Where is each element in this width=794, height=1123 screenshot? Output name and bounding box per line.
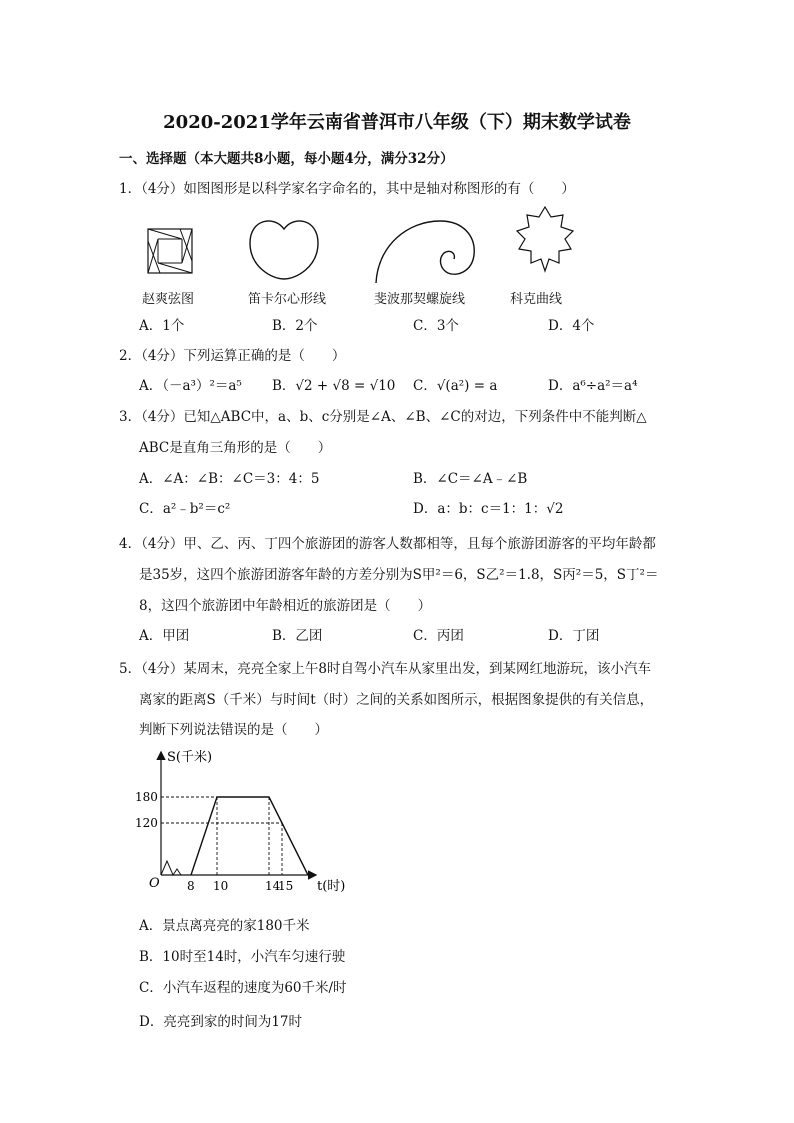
- q3-option-b: B．∠C＝∠A﹣∠B: [413, 471, 528, 487]
- caption-cardioid: 笛卡尔心形线: [248, 292, 327, 307]
- origin-label: O: [149, 876, 160, 891]
- q4-option-a: A．甲团: [139, 628, 190, 644]
- q2-option-c: C．√(a²) = a: [413, 378, 498, 394]
- q2-option-b: B．√2 + √8 = √10: [272, 378, 396, 394]
- question-2-stem: 2．（4分）下列运算正确的是（ ）: [119, 348, 346, 364]
- question-4-line2: 是35岁，这四个旅游团游客年龄的方差分别为S甲²＝6，S乙²＝1.8，S丙²＝5，S丁²＝: [139, 567, 659, 583]
- q5-option-d: D．亮亮到家的时间为17时: [139, 1014, 303, 1030]
- koch-curve-icon: [505, 205, 585, 283]
- question-4-line3: 8，这四个旅游团中年龄相近的旅游团是（ ）: [139, 598, 432, 614]
- zhao-shuang-diagram-icon: [140, 225, 200, 280]
- question-3-stem-line1: 3．（4分）已知△ABC中，a、b、c分别是∠A、∠B、∠C的对边，下列条件中不能判断△: [119, 409, 647, 425]
- q3-option-a: A．∠A：∠B：∠C＝3：4：5: [139, 471, 320, 487]
- question-3-stem-line2: ABC是直角三角形的是（ ）: [139, 440, 332, 456]
- x-axis-label: t(时): [317, 879, 346, 894]
- page-title: 2020-2021学年云南省普洱市八年级（下）期末数学试卷: [163, 112, 631, 133]
- y-axis-label: S(千米): [167, 750, 213, 765]
- q1-option-c: C．3个: [413, 318, 459, 334]
- x-tick-label-3: 15: [278, 879, 294, 893]
- y-tick-label-0: 180: [135, 790, 158, 804]
- q1-option-d: D．4个: [548, 318, 595, 334]
- axis-break-icon: [161, 861, 181, 875]
- q2-option-d: D．a⁶÷a²＝a⁴: [548, 378, 638, 394]
- section-heading: 一、选择题（本大题共8小题，每小题4分，满分32分）: [119, 151, 454, 167]
- q1-option-b: B．2个: [272, 318, 318, 334]
- fibonacci-spiral-icon: [370, 215, 480, 285]
- q5-option-b: B．10时至14时，小汽车匀速行驶: [139, 949, 346, 965]
- caption-koch: 科克曲线: [510, 292, 563, 307]
- x-tick-label-1: 10: [213, 879, 229, 893]
- question-5-line2: 离家的距离S（千米）与时间t（时）之间的关系如图所示，根据图象提供的有关信息，: [139, 692, 654, 708]
- q1-option-a: A．1个: [139, 318, 185, 334]
- q5-option-c: C．小汽车返程的速度为60千米/时: [139, 980, 347, 996]
- q3-option-c: C．a²﹣b²＝c²: [139, 501, 231, 517]
- q4-option-d: D．丁团: [548, 628, 600, 644]
- q4-option-c: C．丙团: [413, 628, 464, 644]
- cardioid-icon: [244, 215, 324, 285]
- question-4-line1: 4．（4分）甲、乙、丙、丁四个旅游团的游客人数都相等，且每个旅游团游客的平均年龄都: [119, 536, 656, 552]
- x-tick-label-0: 8: [187, 879, 195, 893]
- series-line: [191, 797, 308, 875]
- question-5-line3: 判断下列说法错误的是（ ）: [139, 722, 328, 738]
- q4-option-b: B．乙团: [272, 628, 323, 644]
- caption-zhao-shuang: 赵爽弦图: [142, 292, 195, 307]
- q5-option-a: A．景点离亮亮的家180千米: [139, 918, 310, 934]
- x-tick-label-2: 14: [265, 879, 281, 893]
- caption-fibonacci: 斐波那契螺旋线: [374, 292, 466, 307]
- y-tick-label-1: 120: [135, 816, 158, 830]
- q2-option-a: A．（－a³）²＝a⁵: [139, 378, 242, 394]
- distance-time-graph: [135, 745, 365, 900]
- question-5-line1: 5．（4分）某周末，亮亮全家上午8时自驾小汽车从家里出发，到某网红地游玩，该小汽车: [119, 661, 652, 677]
- q3-option-d: D．a：b：c＝1：1：√2: [413, 501, 564, 517]
- question-1-stem: 1．（4分）如图图形是以科学家名字命名的，其中是轴对称图形的有（ ）: [119, 181, 575, 197]
